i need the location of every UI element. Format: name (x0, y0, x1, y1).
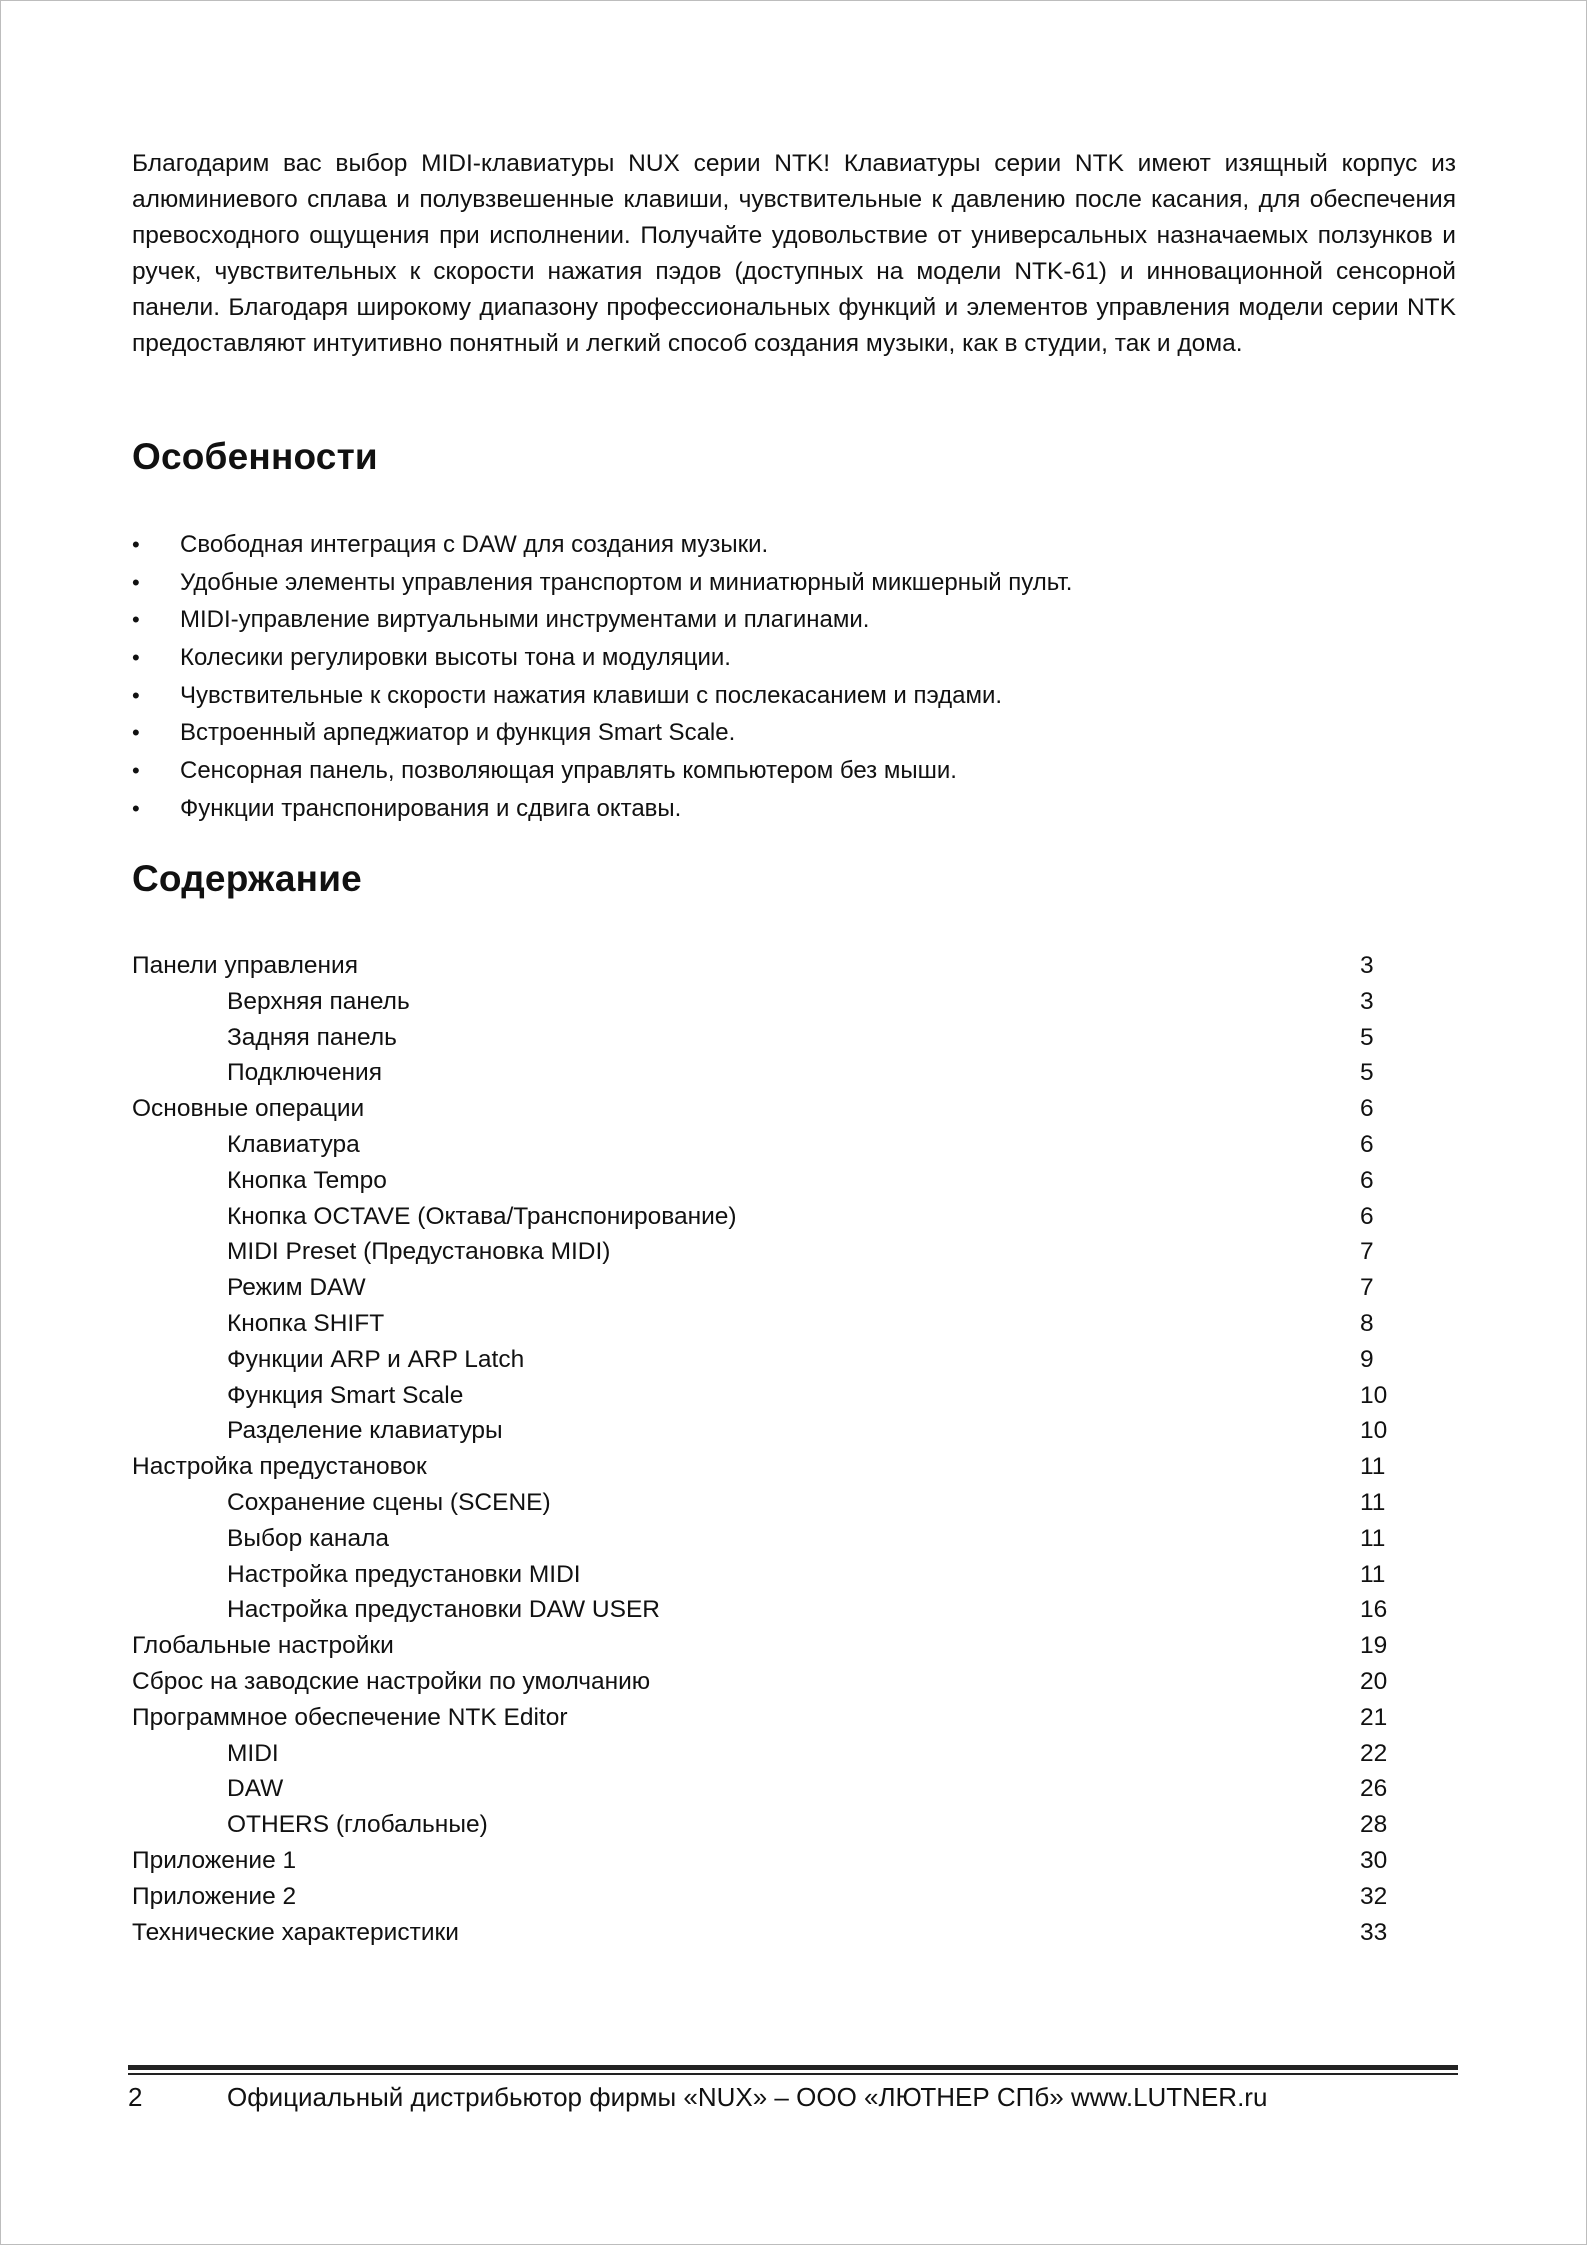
toc-subentry (132, 1736, 1392, 1772)
toc-subentry (132, 1163, 1392, 1199)
toc-entry-page: 20 (1360, 1667, 1388, 1695)
bullet-icon: • (132, 795, 140, 821)
bullet-icon: • (132, 758, 140, 784)
toc-entry (132, 1843, 1392, 1879)
toc-entry-page: 8 (1360, 1309, 1374, 1337)
feature-item (132, 564, 1456, 602)
bullet-icon: • (132, 645, 140, 671)
toc-entry-page: 7 (1360, 1238, 1374, 1266)
toc-entry-label: Разделение клавиатуры (227, 1417, 503, 1445)
toc-entry-page: 6 (1360, 1095, 1374, 1123)
feature-item (132, 526, 1456, 564)
toc-subentry (132, 1055, 1392, 1091)
feature-text: Сенсорная панель, позволяющая управлять компьютером без мыши. (180, 757, 957, 785)
toc-entry-label: Режим DAW (227, 1274, 366, 1302)
contents-heading: Содержание (132, 858, 362, 899)
toc-entry-label: Верхняя панель (227, 987, 410, 1015)
toc-entry-label: Настройка предустановок (132, 1453, 427, 1481)
toc-entry-label: Настройка предустановки MIDI (227, 1560, 581, 1588)
toc-subentry (132, 1413, 1392, 1449)
feature-item (132, 601, 1456, 639)
toc-entry (132, 1664, 1392, 1700)
toc-entry-page: 26 (1360, 1775, 1388, 1803)
footer-distributor-text: Официальный дистрибьютор фирмы «NUX» – ООО «ЛЮТНЕР СПб» www.LUTNER.ru (227, 2082, 1268, 2112)
toc-entry-label: Панели управления (132, 952, 358, 979)
toc-entry (132, 1449, 1392, 1485)
toc-entry-label: Технические характеристики (132, 1918, 459, 1946)
toc-subentry (132, 1485, 1392, 1521)
footer-page-number: 2 (128, 2082, 143, 2112)
toc-entry-page: 21 (1360, 1703, 1388, 1731)
toc-subentry (132, 1199, 1392, 1235)
toc-entry-page: 10 (1360, 1417, 1388, 1445)
feature-text: Колесики регулировки высоты тона и модуляции. (180, 644, 731, 672)
toc-entry-page: 22 (1360, 1739, 1388, 1767)
toc-subentry (132, 1557, 1392, 1593)
toc-entry-page: 16 (1360, 1596, 1388, 1624)
toc-entry-page: 7 (1360, 1274, 1374, 1302)
feature-text: Свободная интеграция с DAW для создания музыки. (180, 531, 769, 558)
feature-item (132, 790, 1456, 828)
feature-text: MIDI-управление виртуальными инструментами и плагинами. (180, 606, 870, 634)
toc-entry-label: Настройка предустановки DAW USER (227, 1596, 660, 1624)
toc-entry (132, 1628, 1392, 1664)
toc-subentry (132, 1306, 1392, 1342)
bullet-icon: • (132, 720, 140, 746)
toc-entry-page: 11 (1360, 1524, 1386, 1552)
toc-subentry (132, 1020, 1392, 1056)
toc-entry-page: 3 (1360, 952, 1374, 979)
toc-entry-page: 11 (1360, 1560, 1386, 1588)
toc-entry-page: 5 (1360, 1059, 1374, 1087)
toc-entry-label: Приложение 1 (132, 1846, 297, 1874)
toc-entry-page: 19 (1360, 1632, 1388, 1660)
toc-entry (132, 1879, 1392, 1915)
toc-entry-label: Клавиатура (227, 1130, 360, 1158)
toc-entry-label: Программное обеспечение NTK Editor (132, 1703, 568, 1731)
toc-entry-page: 10 (1360, 1381, 1388, 1409)
feature-item (132, 752, 1456, 790)
toc-entry (132, 948, 1392, 984)
feature-text: Встроенный арпеджиатор и функция Smart Scale. (180, 719, 736, 747)
bullet-icon: • (132, 532, 140, 557)
toc-entry-label: Функция Smart Scale (227, 1381, 464, 1409)
toc-entry-label: Глобальные настройки (132, 1632, 394, 1660)
toc-entry (132, 1091, 1392, 1127)
toc-subentry (132, 1270, 1392, 1306)
toc-entry-page: 11 (1360, 1453, 1386, 1481)
toc-entry-label: Кнопка OCTAVE (Октава/Транспонирование) (227, 1202, 737, 1230)
intro-paragraph: Благодарим вас выбор MIDI-клавиатуры NUX серии NTK! Клавиатуры серии NTK имеют изящный корпус из алюминиевого сплава и полувзвешенные клавиши, чувствительные к давлению после касания, для обеспечения превосходного ощущения при исполнении. Получайте удовольствие от универсальных назначаемых ползунков и ручек, чувствительных к скорости нажатия пэдов (доступных на модели NTK-61) и инновационной сенсорной панели. Благодаря широкому диапазону профессиональных функций и элементов управления модели серии NTK предоставляют интуитивно понятный и легкий способ создания музыки, как в студии, так и дома. (132, 150, 1456, 357)
feature-text: Функции транспонирования и сдвига октавы. (180, 794, 682, 822)
toc-entry (132, 1700, 1392, 1736)
toc-entry-label: Подключения (227, 1059, 382, 1087)
toc-entry-page: 30 (1360, 1846, 1388, 1874)
bullet-icon: • (132, 569, 140, 595)
toc-entry-page: 32 (1360, 1882, 1388, 1910)
toc-entry-label: MIDI Preset (Предустановка MIDI) (227, 1238, 611, 1266)
feature-item (132, 677, 1456, 715)
toc-subentry (132, 1521, 1392, 1557)
toc-entry-page: 9 (1360, 1345, 1374, 1373)
toc-entry (132, 1915, 1392, 1951)
toc-entry-page: 5 (1360, 1023, 1374, 1051)
feature-text: Чувствительные к скорости нажатия клавиши с послекасанием и пэдами. (180, 681, 1003, 709)
toc-subentry (132, 1127, 1392, 1163)
toc-entry-label: DAW (227, 1775, 284, 1803)
feature-item (132, 714, 1456, 752)
toc-entry-label: Задняя панель (227, 1023, 397, 1051)
toc-subentry (132, 1234, 1392, 1270)
bullet-icon: • (132, 682, 140, 708)
toc-subentry (132, 1592, 1392, 1628)
footer-rule-thin (128, 2073, 1458, 2075)
feature-item (132, 639, 1456, 677)
footer-rule (128, 2065, 1458, 2070)
toc-entry-label: Приложение 2 (132, 1882, 297, 1910)
toc-entry-page: 6 (1360, 1202, 1374, 1230)
toc-entry-page: 11 (1360, 1488, 1386, 1516)
toc-entry-label: Сохранение сцены (SCENE) (227, 1488, 551, 1516)
toc-entry-label: Выбор канала (227, 1524, 390, 1552)
toc-entry-label: Кнопка SHIFT (227, 1309, 385, 1337)
toc-entry-label: Основные операции (132, 1095, 365, 1123)
toc-subentry (132, 1378, 1392, 1414)
bullet-icon: • (132, 607, 140, 633)
features-heading: Особенности (132, 436, 378, 477)
toc-entry-label: MIDI (227, 1739, 279, 1767)
toc-entry-page: 33 (1360, 1918, 1388, 1946)
toc-entry-label: Сброс на заводские настройки по умолчанию (132, 1667, 651, 1695)
toc-entry-label: OTHERS (глобальные) (227, 1811, 488, 1839)
toc-subentry (132, 1807, 1392, 1843)
table-of-contents (132, 948, 1392, 1950)
toc-subentry (132, 984, 1392, 1020)
features-list (132, 526, 1456, 828)
toc-entry-page: 28 (1360, 1811, 1388, 1839)
toc-entry-page: 6 (1360, 1166, 1374, 1194)
toc-subentry (132, 1342, 1392, 1378)
toc-entry-page: 6 (1360, 1130, 1374, 1158)
toc-entry-label: Функции ARP и ARP Latch (227, 1345, 525, 1373)
feature-text: Удобные элементы управления транспортом и миниатюрный микшерный пульт. (180, 568, 1073, 596)
toc-subentry (132, 1771, 1392, 1807)
toc-entry-page: 3 (1360, 987, 1374, 1015)
toc-entry-label: Кнопка Tempo (227, 1166, 387, 1194)
